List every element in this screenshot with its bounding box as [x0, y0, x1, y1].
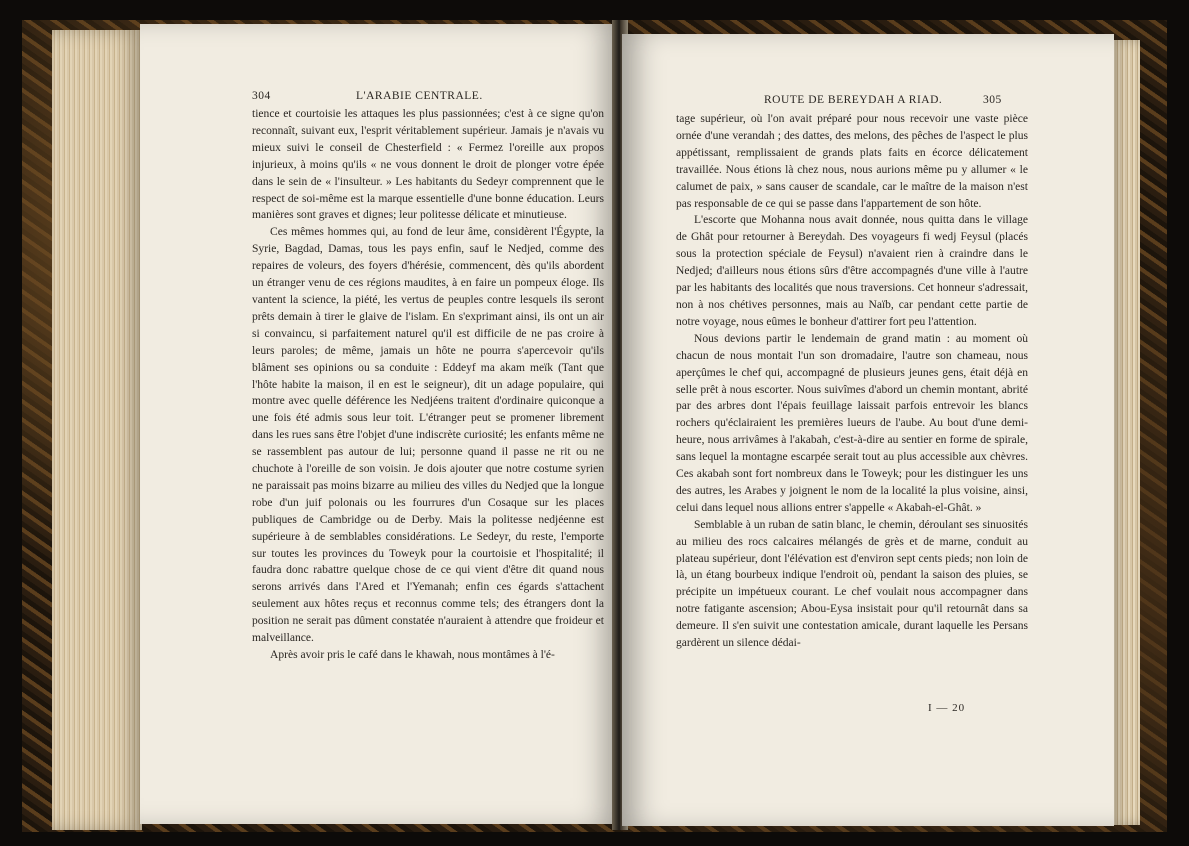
right-page: [622, 34, 1114, 826]
page-body: [676, 111, 1028, 652]
page-body: [252, 106, 604, 664]
page-number: 304: [252, 90, 271, 102]
page-edges-left: [52, 30, 142, 830]
page-number: 305: [983, 94, 1002, 106]
left-page: [140, 24, 618, 824]
paragraph: tience et courtoisie les attaques les plus passionnées; c'est à ce signe qu'on reconnaît, suivant eux, l'esprit véritablement supérieur. Jamais je n'avais vu mieux suivi le conseil de Chesterfield : « Fermez l'oreille aux propos injurieux, à moins qu'ils « ne vous donnent le droit de plonger votre épée dans le sein de « l'insulteur. » Les habitants du Sedeyr comprennent que le respect de soi-même est la marque essentielle d'une bonne éducation. Leurs manières sont graves et dignes; leur politesse délicate et minutieuse.: [252, 108, 604, 222]
paragraph: L'escorte que Mohanna nous avait donnée, nous quitta dans le village de Ghât pour retourner à Bereydah. Des voyageurs fi wedj Feysul (placés sous la protection spéciale de Feysul) n'avaient rien à craindre dans le Nedjed; d'ailleurs nous étions sûrs d'être accompagnés d'une ville à l'autre par les habitants des localités que nous traversions. Cet honneur s'adressait, non à nos chétives personnes, mais au Naïb, car pendant cette partie de notre voyage, nous eûmes le bonheur d'attirer fort peu l'attention.: [676, 214, 1028, 328]
running-title: L'ARABIE CENTRALE.: [356, 90, 483, 102]
signature-mark: I — 20: [928, 702, 966, 714]
paragraph: Semblable à un ruban de satin blanc, le chemin, déroulant ses sinuosités au milieu des rocs calcaires mélangés de grès et de marne, conduit au plateau supérieur, dont l'élévation est d'environ sept cents pieds; non loin de là, un étang bourbeux indique l'endroit où, pendant la saison des pluies, se précipite un impétueux courant. Le chef voulait nous accompagner dans notre fatigante ascension; Abou-Eysa insistait pour qu'il retournât dans sa demeure. Il s'en suivit une contestation amicale, durant laquelle les Persans gardèrent un silence dédai-: [676, 518, 1028, 650]
paragraph: Nous devions partir le lendemain de grand matin : au moment où chacun de nous montait l'un son dromadaire, l'autre son chameau, nous aperçûmes le chef qui, accompagné de plusieurs jeunes gens, était déjà en selle prêt à nous escorter. Nous suivîmes d'abord un chemin montant, abrité par des arbres dont l'épais feuillage laissait parfois entrevoir les blancs rochers qu'éclairaient les premières lueurs de l'aube. Au bout d'une demi-heure, nous arrivâmes à l'akabah, c'est-à-dire au sentier en forme de spirale, sans lequel la montagne escarpée serait tout au plus accessible aux chèvres. Ces akabah sont fort nombreux dans le Toweyk; pour les distinguer les uns des autres, les Arabes y joignent le nom de la localité la plus voisine, ainsi, celui dans lequel nous allions entrer s'appelle « Akabah-el-Ghât. »: [676, 332, 1028, 514]
page-edges-right: [1110, 40, 1140, 825]
running-title: ROUTE DE BEREYDAH A RIAD.: [764, 94, 943, 106]
paragraph: Ces mêmes hommes qui, au fond de leur âme, considèrent l'Égypte, la Syrie, Bagdad, Damas, tous les pays enfin, sauf le Nedjed, comme des repaires de voleurs, des foyers d'hérésie, commencent, dès qu'ils abordent un étranger venu de ces régions maudites, à en faire un pompeux éloge. Ils vantent la science, la piété, les vertus de peuples contre lesquels ils seront prêts demain à tirer le glaive de l'islam. En s'exprimant ainsi, ils ont un air si convaincu, si parfaitement naturel qu'il est difficile de ne pas croire à leurs paroles; de même, jamais un hôte ne pourra s'apercevoir qu'ils blâment ses opinions ou sa conduite : Eddeyf ma akam meïk (Tant que l'hôte habite la maison, il en est le seigneur), dit un adage populaire, qui montre avec quelle déférence les Nedjéens traitent d'ordinaire quiconque a une fois été admis sous leur toit. L'étranger peut se promener librement dans les rues sans être l'objet d'une indiscrète curiosité; les enfants même ne se rassemblent pas autour de lui; personne quand il passe ne rit ou ne chuchote à l'oreille de son voisin. Je dois ajouter que notre costume syrien ne paraissait pas moins bizarre au milieu des villes du Nedjed que la longue robe d'un juif polonais ou les fourrures d'un Cosaque sur les places publiques de Cambridge ou de Derby. Mais la politesse nedjéenne est supérieure à de semblables considérations. Le Sedeyr, du reste, l'emporte sur toutes les provinces du Toweyk pour la courtoisie et l'hospitalité; il faudra donc rabattre quelque chose de ce qui vient d'être dit quand nous serons arrivés dans l'Ared et l'Yemanah; enfin ces égards s'attachent seulement aux hôtes reçus et reconnus comme tels; des étrangers dont la position ne serait pas dûment constatée n'auraient à attendre que froideur et malveillance.: [252, 226, 604, 645]
paragraph: tage supérieur, où l'on avait préparé pour nous recevoir une vaste pièce ornée d'une verandah ; des dattes, des melons, des pêches de l'aspect le plus appétissant, remplissaient de grands plats faits en écorce délicatement travaillée. Nous étions là chez nous, nous aurions même pu y allumer « le calumet de paix, » sans causer de scandale, car le maître de la maison n'est pas responsable de ce qui se passe dans l'appartement de son hôte.: [676, 113, 1028, 210]
paragraph: Après avoir pris le café dans le khawah, nous montâmes à l'é-: [270, 649, 555, 661]
